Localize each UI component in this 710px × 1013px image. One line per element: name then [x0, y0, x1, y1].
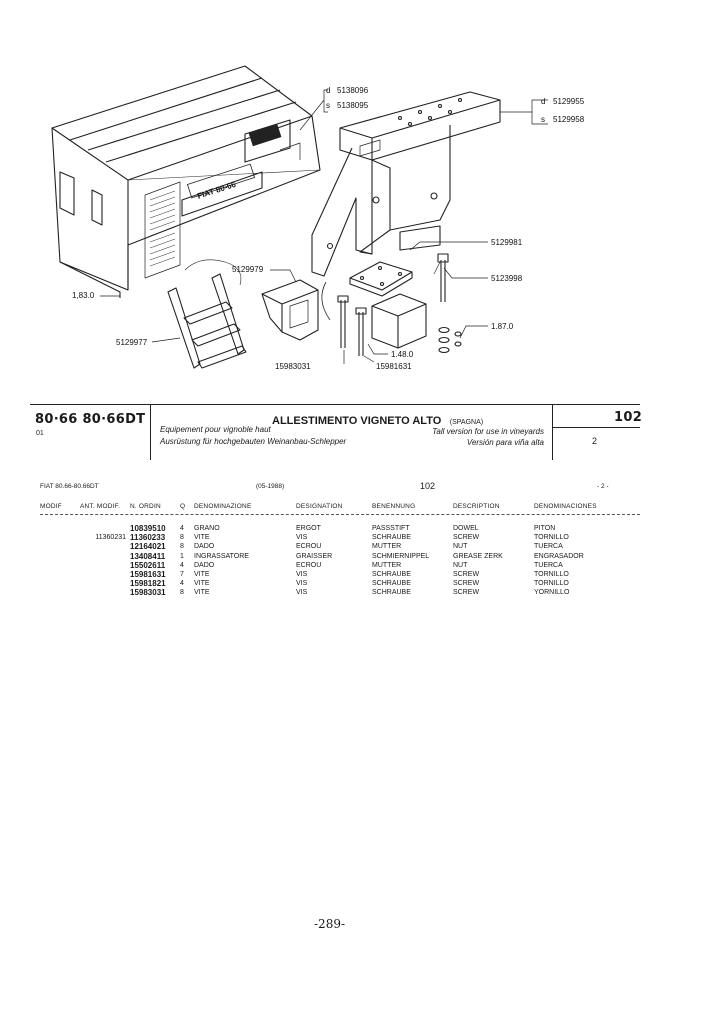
- model-line: FIAT 80.66-80.66DT: [40, 483, 99, 490]
- callout-ref-1-83-0: 1,83.0: [72, 291, 95, 300]
- bracket-drawing: [262, 280, 318, 340]
- cell-modif: [40, 570, 80, 579]
- parts-table: [40, 524, 624, 598]
- table-sheet: - 2 -: [597, 483, 609, 490]
- cell-fr: GRAISSER: [296, 552, 333, 560]
- col-n-ordin: N. ORDIN: [130, 503, 161, 510]
- hood-badge-text: FIAT 80-66: [196, 179, 237, 201]
- hood-badge: [187, 124, 281, 201]
- callout-ref-1-48-0: 1.48.0: [391, 350, 414, 359]
- cell-en: NUT: [453, 561, 468, 569]
- cell-en: GREASE ZERK: [453, 552, 503, 560]
- title-spanish: Versión para viña alta: [466, 438, 544, 447]
- catalog-page-sub: 2: [592, 436, 598, 446]
- cell-de: SCHRAUBE: [372, 589, 411, 597]
- bolts-drawing: [338, 254, 461, 356]
- model-name: 80·66 80·66DT: [35, 412, 146, 427]
- engine-hood-drawing: [52, 66, 320, 298]
- callout-part-5129979: 5129979: [232, 265, 264, 274]
- cell-modif: [40, 533, 80, 542]
- table-row: [40, 542, 624, 551]
- callout-d-top-right: d: [541, 97, 546, 106]
- col-modif: MODIF: [40, 503, 62, 510]
- cell-fr: VIS: [296, 580, 308, 588]
- cell-n-ordin: 11360233: [130, 533, 166, 543]
- cell-n-ordin: 12164021: [130, 542, 166, 552]
- col-q: Q: [180, 503, 186, 510]
- cell-de: SCHRAUBE: [372, 580, 411, 588]
- cell-it: DADO: [194, 543, 215, 551]
- cell-en: SCREW: [453, 580, 480, 588]
- step-ladder-drawing: [168, 274, 246, 368]
- col-ant-modif: ANT. MODIF.: [80, 503, 121, 510]
- cell-modif: [40, 579, 80, 588]
- cell-it: VITE: [194, 534, 210, 542]
- catalog-page-number: 102: [614, 410, 643, 425]
- exploded-parts-diagram: [0, 0, 710, 400]
- cell-ant-modif: [80, 588, 130, 597]
- table-header-rule: [40, 514, 640, 515]
- table-row: [40, 533, 624, 542]
- cell-ant-modif: [80, 561, 130, 570]
- cell-it: INGRASSATORE: [194, 552, 249, 560]
- col-description: DESCRIPTION: [453, 503, 500, 510]
- cell-it: VITE: [194, 589, 210, 597]
- callout-part-5129981: 5129981: [491, 238, 523, 247]
- callout-part-5138095: 5138095: [337, 101, 369, 110]
- mounting-plate-drawing: [322, 262, 440, 348]
- callout-d-top-left: d: [326, 86, 331, 95]
- cell-de: SCHRAUBE: [372, 571, 411, 579]
- cell-fr: VIS: [296, 534, 308, 542]
- cell-q: 8: [180, 589, 184, 597]
- frame-structure-drawing: [312, 92, 500, 276]
- table-row: [40, 588, 624, 597]
- table-row: [40, 524, 624, 533]
- section-title-region: (SPAGNA): [449, 419, 484, 426]
- cell-q: 8: [180, 534, 184, 542]
- cell-es: TORNILLO: [534, 580, 569, 588]
- header-top-rule: [30, 404, 640, 405]
- callout-part-15981631: 15981631: [376, 362, 412, 371]
- cell-ant-modif: 11360231: [95, 534, 126, 542]
- cell-modif: [40, 552, 80, 561]
- cell-ant-modif: [80, 579, 130, 588]
- cell-it: VITE: [194, 580, 210, 588]
- table-row: [40, 561, 624, 570]
- cell-es: YORNILLO: [534, 589, 570, 597]
- col-benennung: BENENNUNG: [372, 503, 416, 510]
- cell-modif: [40, 561, 80, 570]
- cell-q: 7: [180, 571, 184, 579]
- cell-n-ordin: 13408411: [130, 551, 166, 561]
- callout-part-15983031: 15983031: [275, 362, 311, 371]
- cell-q: 1: [180, 552, 184, 560]
- footer-page-number: -289-: [314, 917, 346, 931]
- table-row: [40, 570, 624, 579]
- col-designation: DESIGNATION: [296, 503, 343, 510]
- table-row: [40, 579, 624, 588]
- cell-modif: [40, 542, 80, 551]
- callout-part-5123998: 5123998: [491, 274, 523, 283]
- title-english: Tall version for use in vineyards: [432, 427, 544, 436]
- col-denominaciones: DENOMINACIONES: [534, 503, 597, 510]
- callout-s-top-right: s: [541, 115, 545, 124]
- cell-q: 4: [180, 561, 184, 569]
- table-row: [40, 552, 624, 561]
- cell-en: SCREW: [453, 589, 480, 597]
- table-page: 102: [420, 481, 436, 491]
- issue-date: (05-1988): [256, 483, 285, 490]
- cell-it: GRANO: [194, 525, 220, 532]
- cell-q: 8: [180, 543, 184, 551]
- cell-de: PASSSTIFT: [372, 525, 410, 532]
- cell-ant-modif: [80, 542, 130, 551]
- cell-es: PITON: [534, 525, 556, 532]
- cell-es: TORNILLO: [534, 534, 569, 542]
- cell-es: TUERCA: [534, 543, 563, 551]
- cell-fr: ECROU: [296, 543, 322, 551]
- cell-fr: VIS: [296, 571, 308, 579]
- cell-es: ENGRASADOR: [534, 552, 584, 560]
- cell-it: VITE: [194, 571, 210, 579]
- cell-it: DADO: [194, 561, 215, 569]
- model-code: 01: [36, 430, 44, 437]
- title-french: Equipement pour vignoble haut: [160, 425, 271, 434]
- title-german: Ausrüstung für hochgebauten Weinanbau-Schlepper: [160, 437, 347, 446]
- cell-q: 4: [180, 525, 184, 532]
- cell-ant-modif: [80, 524, 130, 533]
- cell-en: SCREW: [453, 571, 480, 579]
- cell-de: SCHRAUBE: [372, 534, 411, 542]
- cell-n-ordin: 15502611: [130, 560, 166, 570]
- header-divider-left: [150, 405, 151, 460]
- cell-es: TUERCA: [534, 561, 563, 569]
- cell-fr: ERGOT: [296, 525, 321, 532]
- cell-en: DOWEL: [453, 525, 479, 532]
- callout-part-5138096: 5138096: [337, 86, 369, 95]
- cell-ant-modif: [80, 552, 130, 561]
- cell-modif: [40, 524, 80, 533]
- header-divider-right: [552, 405, 553, 460]
- cell-de: SCHMIERNIPPEL: [372, 552, 430, 560]
- section-title: ALLESTIMENTO VIGNETO ALTO: [272, 415, 442, 427]
- cell-n-ordin: 15981631: [130, 570, 166, 580]
- callout-part-5129977: 5129977: [116, 338, 148, 347]
- callout-part-5129958: 5129958: [553, 115, 585, 124]
- cell-n-ordin: 15983031: [130, 588, 166, 598]
- callout-part-5129955: 5129955: [553, 97, 585, 106]
- page-box-rule: [552, 427, 640, 428]
- cell-de: MUTTER: [372, 543, 402, 551]
- cell-de: MUTTER: [372, 561, 402, 569]
- cell-q: 4: [180, 580, 184, 588]
- cell-fr: VIS: [296, 589, 308, 597]
- cell-modif: [40, 588, 80, 597]
- cell-fr: ECROU: [296, 561, 322, 569]
- cell-n-ordin: 10839510: [130, 524, 166, 533]
- cell-ant-modif: [80, 570, 130, 579]
- callout-s-top-left: s: [326, 101, 330, 110]
- cell-es: TORNILLO: [534, 571, 569, 579]
- callout-ref-1-87-0: 1.87.0: [491, 322, 514, 331]
- cell-en: SCREW: [453, 534, 480, 542]
- cell-n-ordin: 15981821: [130, 579, 166, 589]
- col-denominazione: DENOMINAZIONE: [194, 503, 252, 510]
- cell-en: NUT: [453, 543, 468, 551]
